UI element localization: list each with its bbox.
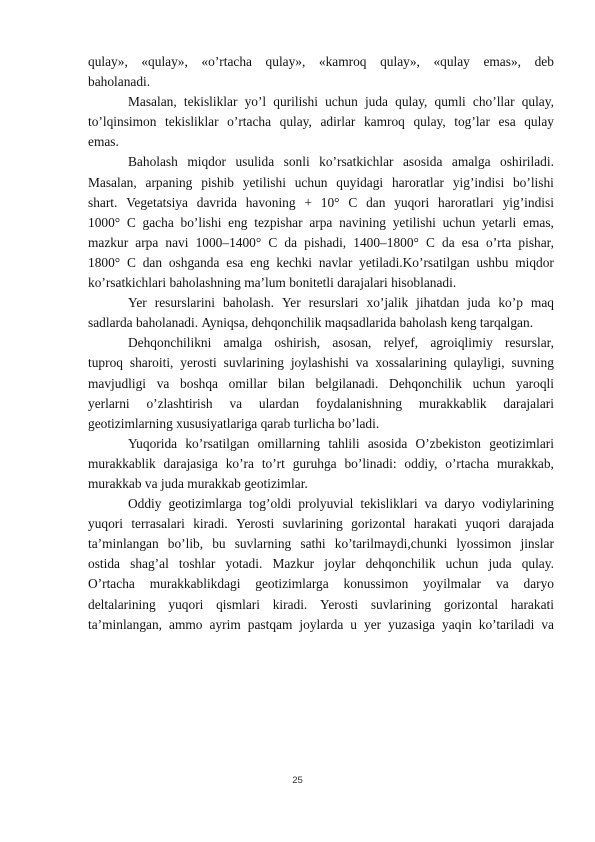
text-line [88, 595, 554, 615]
word: mavjudligi [88, 375, 147, 391]
word: resurslarini [154, 295, 215, 311]
word: va [541, 616, 554, 632]
word: gacha [142, 214, 174, 230]
word: miqdor [187, 154, 226, 170]
word: toshlar [178, 556, 216, 572]
word: qulay», [88, 54, 128, 69]
word: miqdor [515, 254, 554, 270]
word: ko’tariladi [478, 616, 535, 632]
word: usulida [235, 154, 275, 170]
word: va [355, 355, 369, 371]
word: ko’tarilmaydi,chunki [334, 536, 448, 552]
word: ma’lum [244, 275, 290, 291]
paragraph [88, 494, 554, 635]
word: esa [226, 254, 244, 270]
word: ko’ra [225, 455, 254, 471]
word: deb [534, 54, 554, 69]
word: tuproq [88, 355, 123, 371]
word: adirlar [320, 114, 356, 130]
word: qulay [524, 114, 554, 130]
word: C [348, 194, 358, 210]
word: C [268, 234, 278, 250]
word: yetiladi.Ko’rsatilgan [359, 254, 470, 270]
word: mazkur [88, 234, 129, 250]
word: «qulay», [141, 54, 188, 69]
word: Yerosti [320, 596, 359, 612]
word: keng [450, 315, 480, 331]
word: pishib [201, 174, 234, 190]
word: qismlari [216, 596, 260, 612]
word: geotizimlar. [244, 475, 308, 491]
word: u [350, 616, 357, 632]
word: boshqa [180, 375, 218, 391]
text-line [88, 494, 554, 514]
word: juda [488, 556, 512, 572]
word: bu [212, 536, 226, 552]
word: «kamroq [318, 54, 367, 69]
word: ko’rsatilgan [185, 435, 250, 451]
word: bo’ladi. [337, 415, 380, 431]
text-line [88, 574, 554, 594]
word: C [126, 214, 136, 230]
word: ulardan [258, 395, 300, 411]
word: Yer [128, 295, 147, 311]
word: suvlarining [223, 355, 284, 371]
document-body [88, 52, 554, 635]
text-line [88, 112, 554, 132]
word: yuqori [168, 596, 204, 612]
text-line [88, 253, 554, 273]
word: haroratlar [391, 174, 445, 190]
word: tog’oldi [248, 496, 292, 512]
text-line [88, 333, 554, 353]
word: geotizimlarga [255, 576, 329, 592]
word: darajalari [337, 275, 392, 291]
word: yetilishi [392, 214, 436, 230]
word: ko’p [498, 295, 523, 311]
word: amalga [451, 154, 491, 170]
word: havoning [245, 194, 296, 210]
text-line [88, 293, 554, 313]
word: darajalari [503, 395, 554, 411]
paragraph [88, 52, 554, 92]
word: yaqin [442, 616, 472, 632]
word: sharoiti, [129, 355, 174, 371]
word: uchun [325, 94, 358, 110]
word: prolyuvial [298, 496, 354, 512]
word: pishadi, [304, 234, 347, 250]
word: daryo [523, 576, 554, 592]
word: yerosti [180, 355, 217, 371]
word: tog’lar [454, 114, 490, 130]
word: amalga [223, 335, 263, 351]
word: jinslar [520, 536, 554, 552]
word: da [284, 234, 298, 250]
word: terrasalari [131, 516, 185, 532]
word: Yer [281, 295, 301, 311]
word: baholanadi. [135, 315, 202, 331]
word: ushbu [476, 254, 509, 270]
word: o’zlashtirish [146, 395, 213, 411]
word: geotizimlarning [88, 415, 177, 431]
word: konussimon [343, 576, 409, 592]
word: bo’linadi: [344, 455, 397, 471]
word: xo’jalik [366, 295, 409, 311]
word: yaroqli [516, 375, 554, 391]
text-line [88, 193, 554, 213]
word: qumli [434, 94, 466, 110]
word: to’rt [261, 455, 285, 471]
word: shag’al [130, 556, 169, 572]
word: Masalan, [88, 174, 137, 190]
word: asosida [367, 435, 408, 451]
paragraph [88, 92, 554, 152]
word: cho’llar [472, 94, 515, 110]
word: qulay, [279, 114, 312, 130]
paragraph [88, 434, 554, 494]
word: darajasiga [163, 455, 218, 471]
word: «o’rtacha [201, 54, 252, 69]
word: jihatdan [416, 295, 460, 311]
word: gorizontal [351, 516, 406, 532]
word: yerlarni [88, 395, 130, 411]
word: ta’minlangan [88, 536, 159, 552]
text-line [88, 374, 554, 394]
word: asosida [402, 154, 443, 170]
word: xossalarining [375, 355, 447, 371]
word: baholashning [169, 275, 245, 291]
word: tarqalgan. [479, 315, 534, 331]
word: navi [165, 234, 189, 250]
word: to’lqinsimon [88, 114, 157, 130]
word: Oddiy [128, 496, 162, 512]
word: 1800° [88, 254, 121, 270]
word: Baholash [128, 154, 178, 170]
word: arpa [309, 214, 333, 230]
word: qulayligi, [453, 355, 505, 371]
word: geotizimlarga [168, 496, 242, 512]
text-line [88, 52, 554, 72]
word: «qulay [433, 54, 470, 69]
text-line [88, 554, 554, 574]
text-line [88, 173, 554, 193]
word: suvning [511, 355, 554, 371]
text-line [88, 615, 554, 635]
word: emas, [523, 214, 554, 230]
text-line [88, 132, 554, 152]
word: arpaning [145, 174, 193, 190]
word: uchun [442, 214, 476, 230]
text-line [88, 313, 554, 333]
word: qulay, [413, 114, 446, 130]
word: maq [530, 295, 554, 311]
word: oshganda [168, 254, 220, 270]
word: baholash. [222, 295, 274, 311]
word: ta’minlangan, [88, 616, 162, 632]
word: uchun [445, 556, 479, 572]
word: Mazkur [272, 556, 315, 572]
word: Ayniqsa, [201, 315, 252, 331]
word: haroratlari [438, 194, 494, 210]
word: harakati [413, 516, 457, 532]
text-line [88, 353, 554, 373]
word: dehqonchilik [365, 556, 436, 572]
word: deltalarining [88, 596, 156, 612]
word: qulay, [395, 94, 428, 110]
word: dan [142, 254, 163, 270]
word: 10° [320, 194, 340, 210]
word: oshiriladi. [500, 154, 554, 170]
word: baholanadi. [88, 74, 151, 90]
word: guruhga [292, 455, 337, 471]
paragraph [88, 293, 554, 333]
text-line [88, 213, 554, 233]
word: va [229, 395, 243, 411]
text-line [88, 233, 554, 253]
word: ko’rsatkichlari [88, 275, 170, 291]
word: sathi [300, 536, 326, 552]
word: Masalan, [128, 94, 177, 110]
text-line [88, 152, 554, 172]
word: uchun [472, 375, 506, 391]
word: esa [461, 234, 479, 250]
text-line [88, 92, 554, 112]
word: 1000° [88, 214, 121, 230]
word: agroiqlimiy [430, 335, 493, 351]
word: kechki [276, 254, 313, 270]
word: + [304, 194, 312, 210]
page-number: 25 [292, 775, 303, 786]
word: yer [364, 616, 382, 632]
word: baholash [399, 315, 451, 331]
word: juda [467, 295, 491, 311]
word: va [424, 496, 438, 512]
word: qulay», [380, 54, 420, 69]
word: murakkab [187, 475, 245, 491]
word: darajada [508, 516, 554, 532]
word: C [126, 254, 136, 270]
word: turlicha [293, 415, 338, 431]
word: murakkab [88, 475, 145, 491]
word: ammo [169, 616, 203, 632]
word: murakkablik [88, 455, 156, 471]
text-line [88, 434, 554, 454]
word: navlar [318, 254, 353, 270]
word: lyossimon [456, 536, 512, 552]
word: Yuqorida [128, 435, 178, 451]
word: eng [250, 254, 270, 270]
word: qulay», [265, 54, 306, 69]
word: pastqam [247, 616, 293, 632]
word: suvlarining [282, 516, 343, 532]
word: murakkab, [497, 455, 554, 471]
word: C [426, 234, 435, 250]
word: uchun [294, 174, 328, 190]
word: suvlarning [234, 536, 292, 552]
word: juda [364, 94, 388, 110]
word: daryo [444, 496, 475, 512]
word: gorizontal [443, 596, 499, 612]
word: ostida [88, 556, 120, 572]
word: kiradi. [193, 516, 228, 532]
word: oddiy, [404, 455, 438, 471]
word: sadlarda [88, 315, 136, 331]
word: xususiyatlariga [176, 415, 261, 431]
word: davrida [196, 194, 237, 210]
word: vodiylarining [481, 496, 554, 512]
word: joylar [324, 556, 356, 572]
word: resurslari [308, 295, 359, 311]
word: yuqori [465, 516, 501, 532]
word: resurslar, [505, 335, 554, 351]
word: Yerosti [236, 516, 275, 532]
word: eng [228, 214, 248, 230]
word: yetarli [482, 214, 517, 230]
text-line [88, 273, 554, 293]
word: bo’lishi [512, 174, 554, 190]
word: yotadi. [225, 556, 263, 572]
word: qarab [260, 415, 294, 431]
word: kamroq [363, 114, 405, 130]
word: va [496, 576, 509, 592]
word: kiradi. [272, 596, 308, 612]
word: bo’lishi [180, 214, 222, 230]
word: ayrim [209, 616, 241, 632]
text-line [88, 474, 554, 494]
text-line [88, 72, 554, 92]
word: ko’rsatkichlar [319, 154, 394, 170]
word: pishar, [518, 234, 554, 250]
word: qurilishi [273, 94, 318, 110]
paragraph [88, 152, 554, 293]
word: hisoblanadi. [391, 275, 457, 291]
word: omillar [228, 375, 268, 391]
text-line [88, 414, 554, 434]
word: Vegetatsiya [126, 194, 188, 210]
word: yoyilmalar [423, 576, 482, 592]
word: shart. [88, 194, 118, 210]
text-line [88, 454, 554, 474]
word: emas. [88, 134, 119, 150]
word: dan [366, 194, 386, 210]
word: va [144, 475, 161, 491]
word: qulay. [521, 556, 554, 572]
word: esa [498, 114, 516, 130]
word: yig’indisi [502, 194, 554, 210]
word: yuqori [88, 516, 123, 532]
word: quyidagi [336, 174, 384, 190]
word: belgilanadi. [315, 375, 379, 391]
word: da [442, 234, 455, 250]
word: joylashishi [290, 355, 349, 371]
word: tezpishar [254, 214, 303, 230]
word: tekisliklari [360, 496, 418, 512]
word: joylarda [299, 616, 344, 632]
word: 1000–1400° [195, 234, 262, 250]
word: bilan [278, 375, 305, 391]
word: harakati [510, 596, 554, 612]
word: tahlili [328, 435, 360, 451]
word: suvlarining [370, 596, 432, 612]
word: tekisliklar [165, 114, 219, 130]
word: yuqori [394, 194, 430, 210]
word: asosan, [332, 335, 372, 351]
word: yuzasiga [388, 616, 435, 632]
word: tekisliklar [183, 94, 238, 110]
text-line [88, 534, 554, 554]
word: yetilishi [242, 174, 286, 190]
word: Dehqonchilik [389, 375, 462, 391]
word: 1400–1800° [353, 234, 419, 250]
word: maqsadlarida [324, 315, 400, 331]
word: bonitetli [289, 275, 338, 291]
word: foydalanishning [315, 395, 403, 411]
word: murakkablik [418, 395, 487, 411]
word: o’rtacha [227, 114, 272, 130]
word: arpa [135, 234, 159, 250]
word: murakkablikdagi [149, 576, 241, 592]
paragraph [88, 333, 554, 433]
word: yo’l [244, 94, 267, 110]
word: navining [339, 214, 386, 230]
word: geotizimlari [489, 435, 554, 451]
word: oshirish, [274, 335, 321, 351]
text-line [88, 394, 554, 414]
text-line [88, 514, 554, 534]
word: omillarning [257, 435, 321, 451]
word: O’zbekiston [415, 435, 481, 451]
word: O’rtacha [88, 576, 135, 592]
word: Dehqonchilikni [128, 335, 212, 351]
word: yig’indisi [452, 174, 505, 190]
word: emas», [483, 54, 522, 69]
word: o’rta [486, 234, 512, 250]
word: sonli [283, 154, 310, 170]
word: dehqonchilik [251, 315, 325, 331]
word: qulay, [521, 94, 554, 110]
word: o’rtacha [445, 455, 490, 471]
word: juda [160, 475, 188, 491]
word: va [156, 375, 170, 391]
word: relyef, [383, 335, 419, 351]
word: bo’lib, [167, 536, 204, 552]
